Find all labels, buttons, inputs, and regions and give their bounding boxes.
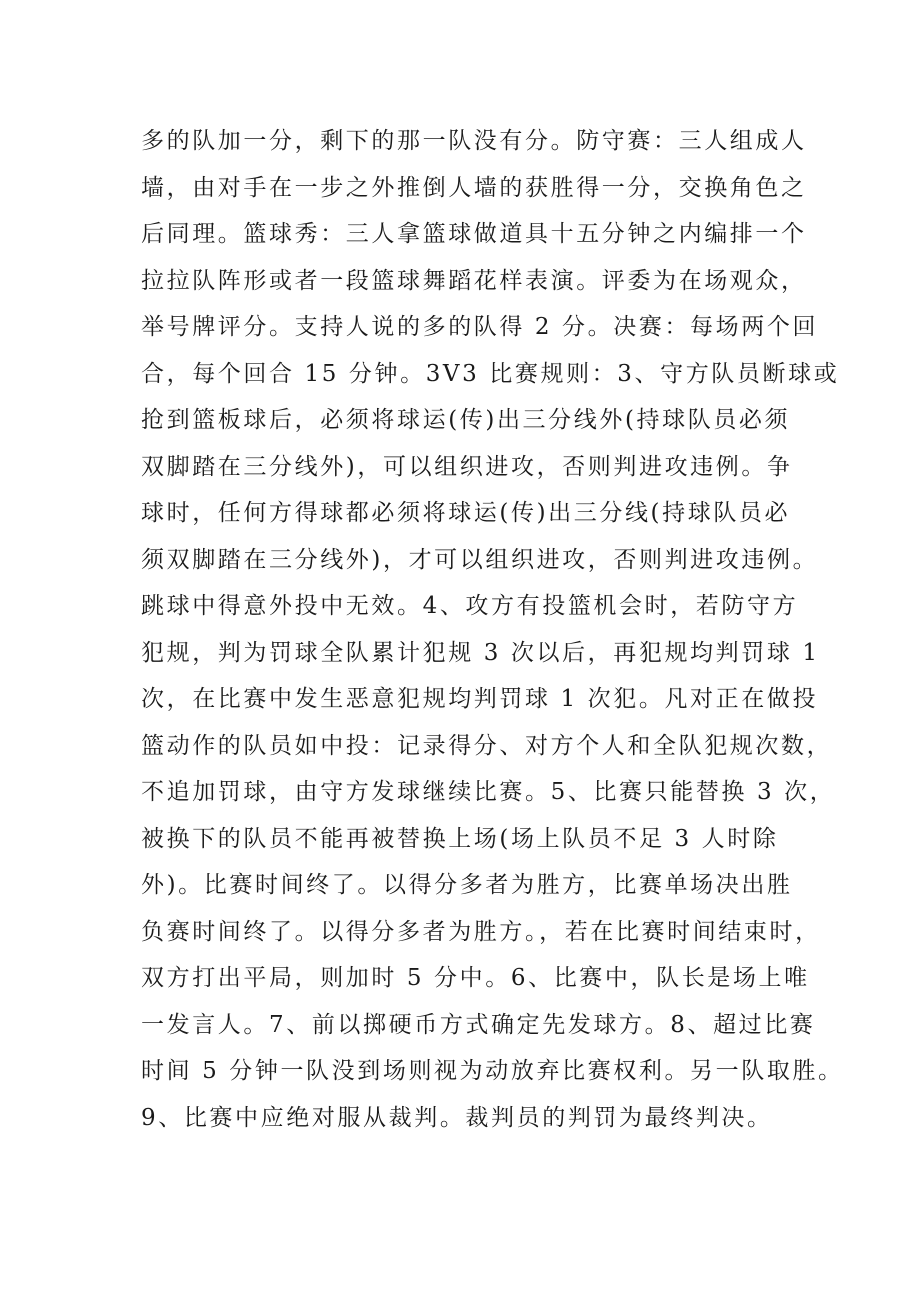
text-line: 被换下的队员不能再被替换上场(场上队员不足 3 人时除: [141, 825, 779, 852]
text-line: 跳球中得意外投中无效。4、攻方有投篮机会时，若防守方: [141, 593, 799, 619]
text-line: 次，在比赛中发生恶意犯规均判罚球 1 次犯。凡对正在做投: [141, 686, 819, 712]
text-line: 犯规，判为罚球全队累计犯规 3 次以后，再犯规均判罚球 1: [141, 639, 820, 666]
text-line: 拉拉队阵形或者一段篮球舞蹈花样表演。评委为在场观众，: [141, 267, 807, 294]
text-line: 后同理。篮球秀：三人拿篮球做道具十五分钟之内编排一个: [141, 221, 807, 247]
body-text: [141, 118, 844, 1141]
text-line: 双脚踏在三分线外)，可以组织进攻，否则判进攻违例。争: [141, 453, 793, 480]
text-line: 9、比赛中应绝对服从裁判。裁判员的判罚为最终判决。: [141, 1104, 773, 1131]
text-line: 须双脚踏在三分线外)，才可以组织进攻，否则判进攻违例。: [141, 546, 819, 573]
text-line: 举号牌评分。支持人说的多的队得 2 分。决赛：每场两个回: [141, 314, 819, 340]
text-line: 负赛时间终了。以得分多者为胜方。，若在比赛时间结束时，: [141, 918, 821, 945]
text-line: 不追加罚球，由守方发球继续比赛。5、比赛只能替换 3 次，: [141, 779, 836, 805]
text-line: 一发言人。7、前以掷硬币方式确定先发球方。8、超过比赛: [141, 1011, 816, 1038]
text-line: 合，每个回合 15 分钟。3V3 比赛规则：3、守方队员断球或: [141, 360, 840, 387]
text-line: 外)。比赛时间终了。以得分多者为胜方，比赛单场决出胜: [141, 872, 793, 898]
text-line: 篮动作的队员如中投：记录得分、对方个人和全队犯规次数，: [141, 732, 833, 759]
text-line: 球时，任何方得球都必须将球运(传)出三分线(持球队员必: [141, 500, 791, 526]
text-line: 抢到篮板球后，必须将球运(传)出三分线外(持球队员必须: [141, 407, 791, 433]
text-line: 墙，由对手在一步之外推倒人墙的获胜得一分，交换角色之: [141, 174, 807, 201]
text-line: 多的队加一分，剩下的那一队没有分。防守赛：三人组成人: [141, 128, 807, 154]
text-line: 时间 5 分钟一队没到场则视为动放弃比赛权利。另一队取胜。: [141, 1058, 844, 1084]
text-line: 双方打出平局，则加时 5 分中。6、比赛中，队长是场上唯: [141, 965, 810, 991]
